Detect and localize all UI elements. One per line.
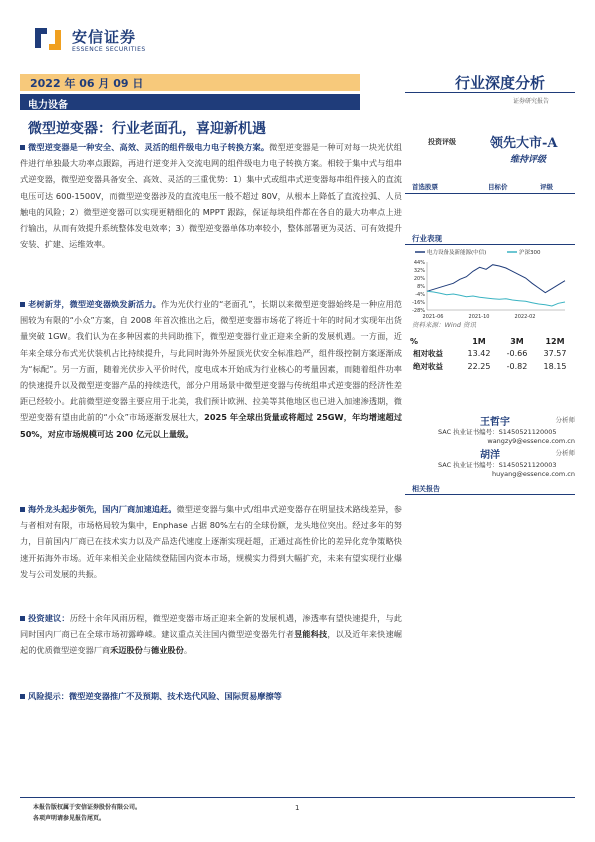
stock-table-col1: 首选股票 <box>412 183 438 191</box>
rating-value: 领先大市-A <box>490 136 558 151</box>
table-cell: -0.82 <box>506 362 528 371</box>
analyst-name: 王哲宇 <box>480 417 510 428</box>
analyst-role: 分析师 <box>555 416 575 424</box>
performance-table <box>410 335 574 373</box>
chart-source: 资料来源：Wind 资讯 <box>412 321 477 329</box>
paragraph-3-lead: 海外龙头起步领先，国内厂商加速追赶。 <box>28 504 177 514</box>
table-header-row <box>410 335 574 347</box>
footer-line-2: 各项声明请参见报告尾页。 <box>33 815 106 822</box>
related-reports-heading: 相关报告 <box>412 485 440 493</box>
table-header-cell: 12M <box>545 336 565 346</box>
bullet-icon <box>20 507 25 512</box>
legend-label: 沪深300 <box>519 250 541 256</box>
page-number: 1 <box>295 804 300 812</box>
table-header-cell: 1M <box>472 336 486 346</box>
table-header-cell: 3M <box>510 336 524 346</box>
paragraph-4 <box>20 610 402 659</box>
y-tick-label: 44% <box>413 260 425 266</box>
x-tick-label: 2021-10 <box>468 314 490 320</box>
paragraph-3-body: 微型逆变器与集中式/组串式逆变器存在明显技术路线差异，参与者相对有限，市场格局较为集中，Enphase 占据 80%左右的全球份额，龙头地位突出。经过多年的努力，目前国内厂商已在技术实力以及产品迭代速度上逐渐实现赶超，正通过高性价比的差异化竞争策略快速开拓海外市场。近年来相关企业陆续登陆国内资本市场，规模实力得到大幅扩充，未来有望实现行业爆发与公司发展的共振。 <box>20 504 402 579</box>
rating-label: 投资评级 <box>428 138 456 146</box>
paragraph-1-body: 微型逆变器是一种可对每一块光伏组件进行单独最大功率点跟踪，再进行逆变并入交流电网的组件级电力电子转换方案。相较于集中式与组串式逆变器，微型逆变器具备安全、高效、灵活的三重优势：1）集中式或组串式逆变器每串组件接入的直流电压可达 600-1500V，而微型逆变器涉及的直流电压一般不超过 80V，从根本上降低了直流拉弧、人员触电的风险；2）微型逆变器可以实现更精细化的 MPPT 跟踪，保证每块组件都在各自的最大功率点上进行输出，从而有效提升系统整体发电效率；3）微型逆变器单体功率较小，整体部署更为灵活、可有效提升安装、扩建、运维效率。 <box>20 142 402 250</box>
table-cell: 37.57 <box>543 349 567 358</box>
bullet-icon <box>20 302 25 307</box>
bullet-icon <box>20 616 25 621</box>
paragraph-4-mid: ，以及近年来快速崛起的优质微型逆变器厂商 <box>20 629 402 656</box>
y-tick-label: 20% <box>413 276 425 282</box>
paragraph-1 <box>20 139 402 252</box>
x-tick-label: 2022-02 <box>514 314 536 320</box>
sector-bar <box>20 94 360 110</box>
stock-2: 禾迈股份 <box>110 645 143 656</box>
paragraph-4-body: 历经十余年风雨历程，微型逆变器市场正迎来全新的发展机遇，渗透率有望快速提升，与此同时国内厂商已在全球市场初露峥嵘。建议重点关注国内微型逆变器先行者 <box>20 613 402 640</box>
stock-table-col2: 目标价 <box>488 183 508 191</box>
y-tick-label: 32% <box>413 268 425 274</box>
paragraph-2-body: 作为光伏行业的“老面孔”，长期以来微型逆变器始终是一种应用范围较为有限的“小众”方案，自 2008 年首次推出之后，微型逆变器市场花了将近十年的时间才实现年出货量突破 1GW。我们认为在多种因素的共同助推下，微型逆变器行业正迎来全新的发展机遇。一方面，近年来全球分布式光伏装机占比持续提升，与此同时海外外屋顶光伏安全标准趋严，组件级控制方案逐渐成为“标配”。另一方面，随着光伏步入平价时代，度电成本开始成为行业核心的考量因素，而随着组件功率的快速提升以及微型逆变器产品的持续迭代，部分户用场景中微型逆变器与传统组串式逆变器的经济性差距已经较小。此前微型逆变器主要应用于北美，我们预计欧洲、拉美等其他地区也已进入加速渗透期，微型逆变器有望由此前的“小众”市场逐渐发展壮大， <box>20 299 402 423</box>
essence-logo-icon <box>33 24 63 54</box>
paragraph-4-and: 与 <box>142 645 152 656</box>
analyst-email[interactable]: huyang@essence.com.cn <box>492 470 575 478</box>
table-cell: 22.25 <box>467 362 491 371</box>
paragraph-2-tail: 2025 年全球出货量或将超过 25GW，年均增速超过 50%，对应市场规模可达 200 亿元以上量级。 <box>20 412 403 439</box>
report-date: 2022 年 06 月 09 日 <box>30 77 144 90</box>
paragraph-5 <box>20 688 402 704</box>
analyst-sac: SAC 执业证书编号：S1450521120003 <box>438 461 557 469</box>
table-row <box>410 347 574 360</box>
analyst-card <box>430 413 575 449</box>
performance-heading: 行业表现 <box>412 234 442 243</box>
stock-1: 昱能科技 <box>294 629 328 640</box>
stock-3: 德业股份 <box>151 645 184 656</box>
paragraph-4-lead: 投资建议： <box>28 613 70 623</box>
y-tick-label: -16% <box>412 300 425 306</box>
paragraph-3 <box>20 501 402 582</box>
table-cell: 18.15 <box>543 362 567 371</box>
footer-rule <box>20 797 575 798</box>
performance-chart <box>405 246 575 326</box>
series-line <box>427 291 565 306</box>
brand-name-cn: 安信证券 <box>72 28 137 46</box>
y-tick-label: 8% <box>417 284 425 290</box>
analyst-name: 胡洋 <box>480 450 500 461</box>
bullet-icon <box>20 145 25 150</box>
row-label: 相对收益 <box>413 349 443 358</box>
table-cell: 13.42 <box>467 349 491 358</box>
rating-sub: 维持评级 <box>510 155 547 165</box>
footer-disclaimer <box>33 802 141 824</box>
footer-line-1: 本报告版权属于安信证券股份有限公司。 <box>33 804 142 811</box>
brand-name-en: ESSENCE SECURITIES <box>72 46 146 53</box>
x-tick-label: 2021-06 <box>422 314 444 320</box>
related-rule <box>405 494 575 495</box>
bullet-icon <box>20 694 25 699</box>
report-subtype: 证券研究报告 <box>513 98 550 105</box>
analyst-email[interactable]: wangzy9@essence.com.cn <box>487 437 575 445</box>
stock-table-col3: 评级 <box>540 183 553 191</box>
analyst-sac: SAC 执业证书编号：S1450521120005 <box>438 428 557 436</box>
analyst-role: 分析师 <box>555 449 575 457</box>
stock-table-rule <box>405 193 575 194</box>
header-divider <box>405 92 575 93</box>
report-type: 行业深度分析 <box>455 74 546 92</box>
paragraph-4-end: 。 <box>183 645 193 656</box>
row-label: 绝对收益 <box>413 362 443 371</box>
paragraph-2 <box>20 296 402 442</box>
series-line <box>427 265 565 293</box>
sector-label: 电力设备 <box>28 100 68 111</box>
y-tick-label: -4% <box>415 292 425 298</box>
table-cell: -0.66 <box>506 349 528 358</box>
table-row <box>410 360 574 373</box>
legend-label: 电力设备及新能源(中信) <box>427 250 487 256</box>
paragraph-2-lead: 老树新芽，微型逆变器焕发新活力。 <box>28 299 161 309</box>
risk-warning: 风险提示：微型逆变器推广不及预期、技术迭代风险、国际贸易摩擦等 <box>28 691 282 701</box>
analyst-card <box>430 446 575 482</box>
paragraph-1-lead: 微型逆变器是一种安全、高效、灵活的组件级电力电子转换方案。 <box>28 142 270 152</box>
report-title: 微型逆变器：行业老面孔，喜迎新机遇 <box>28 121 266 137</box>
y-tick-label: -28% <box>412 308 425 314</box>
performance-rule <box>405 244 575 245</box>
table-header-cell: % <box>410 336 419 346</box>
